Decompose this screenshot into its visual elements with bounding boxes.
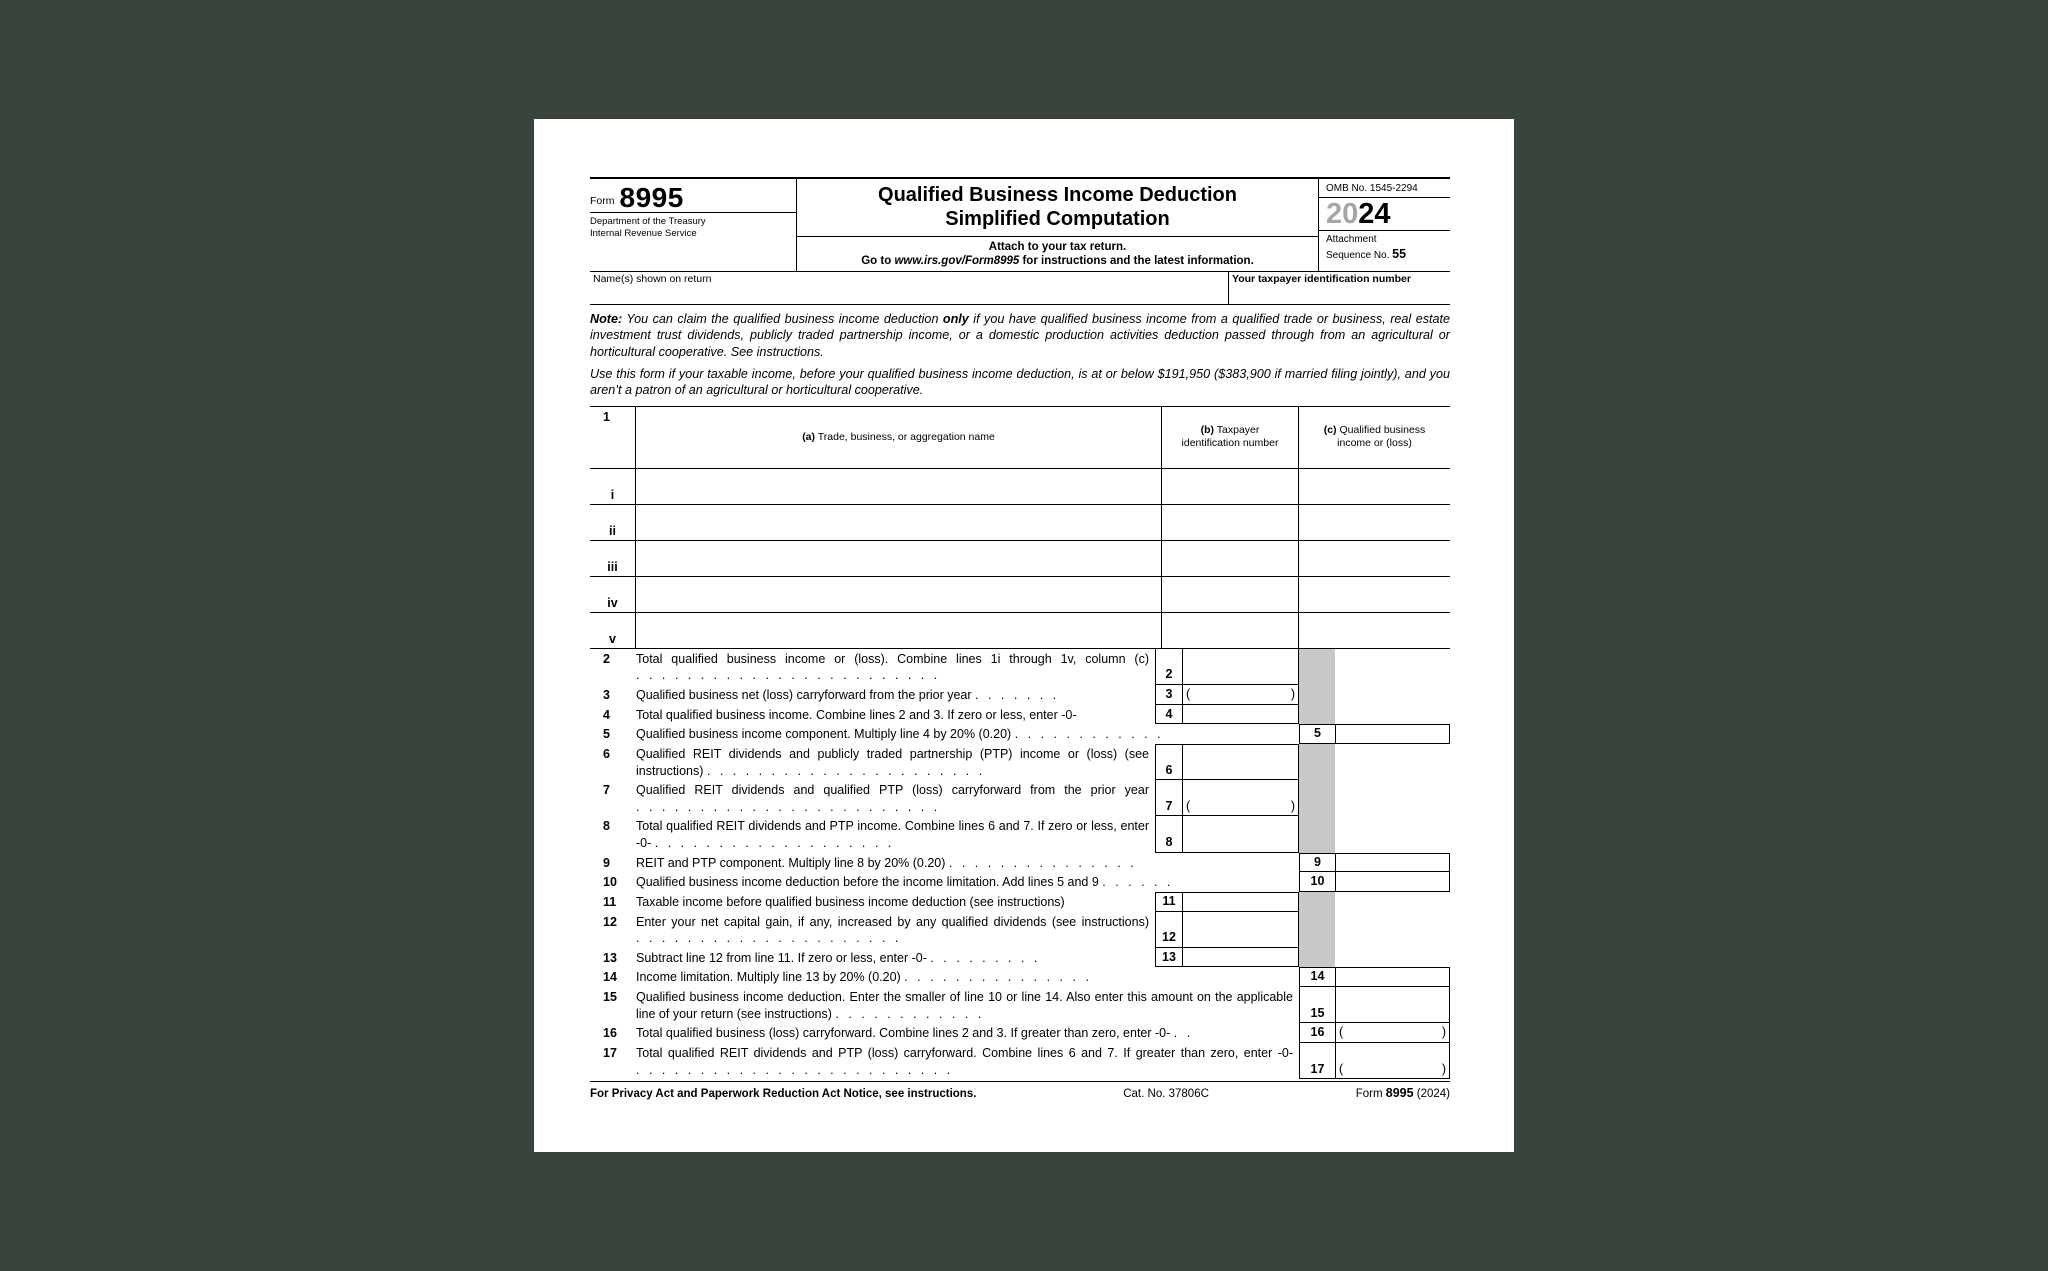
- line-3-amount-field[interactable]: [1182, 685, 1299, 705]
- form-word-label: Form: [590, 195, 615, 208]
- line-6-number: 6: [603, 746, 610, 761]
- line-10-amount-field[interactable]: [1335, 872, 1450, 892]
- shaded-cell: [1299, 685, 1335, 705]
- line-8-text: Total qualified REIT dividends and PTP income. Combine lines 6 and 7. If zero or less, enter -0- . . . . . . . . . . . . . . . . . . .: [636, 819, 1149, 851]
- shaded-cell: [1299, 948, 1335, 968]
- row-iii-tin-cell[interactable]: [1162, 541, 1299, 577]
- computation-lines: [590, 649, 1450, 1079]
- row-v-income-cell[interactable]: [1299, 613, 1450, 649]
- dot-leader: . . . . . . . . . . . . . . . . . . .: [654, 836, 895, 851]
- blank-cell: [1335, 780, 1450, 816]
- form-header: [590, 177, 1450, 272]
- privacy-act-notice: For Privacy Act and Paperwork Reduction Act Notice, see instructions.: [590, 1088, 977, 1101]
- line-4-text: Total qualified business income. Combine lines 2 and 3. If zero or less, enter -0-: [636, 707, 1077, 722]
- dot-leader: . . . . . . . . . . . . . . .: [948, 855, 1137, 870]
- open-paren: (: [1186, 798, 1191, 813]
- agency-line-1: Department of the Treasury: [590, 216, 706, 228]
- line-9-number: 9: [603, 855, 610, 870]
- open-paren: (: [1339, 1061, 1344, 1076]
- dot-leader: . . . . . . . . . . . . . . . . . . . . .: [636, 931, 902, 946]
- line-5-box-number: 5: [1299, 724, 1335, 744]
- row-iii-income-cell[interactable]: [1299, 541, 1450, 577]
- line-7-text: Qualified REIT dividends and qualified PTP (loss) carryforward from the prior year . . . . . . . . . . . . . . . . . . . . . . . .: [636, 783, 1149, 814]
- column-c-header: (c) Qualified business income or (loss): [1299, 407, 1450, 469]
- form-line-6: [590, 744, 1450, 780]
- note-paragraph: Note: You can claim the qualified business income deduction only if you have qualified business income from a qualified trade or business, real estate investment trust dividends, publicly traded partnership income, or a domestic production activities deduction passed through from an agricultural or horticultural cooperative. See instructions.: [590, 311, 1450, 359]
- close-paren: ): [1441, 1061, 1446, 1076]
- form-line-7: [590, 780, 1450, 816]
- row-ii-income-cell[interactable]: [1299, 505, 1450, 541]
- line-2-number: 2: [603, 651, 610, 666]
- shaded-cell: [1299, 649, 1335, 685]
- line-7-box-number: 7: [1155, 780, 1182, 816]
- line-7-amount-field[interactable]: [1182, 780, 1299, 816]
- form-line-14: [590, 967, 1450, 987]
- blank-cell: [1335, 912, 1450, 948]
- line-2-box-number: 2: [1155, 649, 1182, 685]
- shaded-cell: [1299, 780, 1335, 816]
- line-12-text: Enter your net capital gain, if any, increased by any qualified dividends (see instructions) . . . . . . . . . . . . . . . . . . . . .: [636, 914, 1149, 946]
- line-12-amount-field[interactable]: [1182, 912, 1299, 948]
- row-i-income-cell[interactable]: [1299, 469, 1450, 505]
- goto-instruction: Go to www.irs.gov/Form8995 for instructions and the latest information.: [861, 254, 1254, 267]
- form-identifier: [590, 179, 796, 213]
- form-page: [534, 119, 1514, 1152]
- form-line-15: [590, 987, 1450, 1023]
- dot-leader: . . . . . . .: [975, 688, 1060, 703]
- line-9-box-number: 9: [1299, 853, 1335, 873]
- line-3-box-number: 3: [1155, 685, 1182, 705]
- row-i-tin-cell[interactable]: [1162, 469, 1299, 505]
- line-15-amount-field[interactable]: [1335, 987, 1450, 1023]
- line-5-amount-field[interactable]: [1335, 724, 1450, 744]
- form-title: [803, 183, 1312, 232]
- form-line-4: [590, 705, 1450, 725]
- line-8-number: 8: [603, 819, 610, 834]
- dot-leader: . . . . . . . . . . . . . . . . . . . . . .: [706, 763, 986, 778]
- line-17-number: 17: [603, 1045, 617, 1060]
- open-paren: (: [1339, 1025, 1344, 1040]
- title-divider: [797, 236, 1318, 237]
- shaded-cell: [1299, 892, 1335, 912]
- line-6-text: Qualified REIT dividends and publicly traded partnership (PTP) income or (loss) (see instructions) . . . . . . . . . . . . . . . . . . . . . .: [636, 746, 1149, 778]
- line-13-number: 13: [603, 950, 617, 965]
- dot-leader: . .: [1173, 1026, 1194, 1041]
- form-line-2: [590, 649, 1450, 685]
- blank-cell: [1335, 649, 1450, 685]
- row-ii-label: ii: [590, 505, 636, 541]
- dot-leader: . . . . . . . . .: [930, 950, 1041, 965]
- line-16-number: 16: [603, 1026, 617, 1041]
- catalog-number: Cat. No. 37806C: [1123, 1088, 1209, 1101]
- row-iv-label: iv: [590, 577, 636, 613]
- tin-label: Your taxpayer identification number: [1232, 272, 1411, 285]
- form-footer: [590, 1081, 1450, 1100]
- row-v-name-cell[interactable]: [636, 613, 1162, 649]
- line-5-text: Qualified business income component. Multiply line 4 by 20% (0.20) . . . . . . . . . . . .: [636, 727, 1164, 742]
- name-input[interactable]: [593, 285, 1225, 300]
- dot-leader: . . . . . . . . . . . . . . .: [904, 970, 1092, 985]
- sequence-number: 55: [1392, 247, 1407, 261]
- shaded-cell: [1299, 744, 1335, 780]
- line-2-text: Total qualified business income or (loss). Combine lines 1i through 1v, column (c) . . . . . . . . . . . . . . . . . . . . . . . .: [636, 651, 1149, 683]
- row-v-tin-cell[interactable]: [1162, 613, 1299, 649]
- agency-line-2: Internal Revenue Service: [590, 228, 697, 240]
- line1-table: [590, 406, 1450, 649]
- close-paren: ): [1290, 798, 1295, 813]
- dot-leader: . . . . . . . . . . . .: [835, 1006, 985, 1021]
- dot-leader: . . . . . .: [1102, 875, 1174, 890]
- line-9-text: REIT and PTP component. Multiply line 8 by 20% (0.20) . . . . . . . . . . . . . . .: [636, 855, 1137, 870]
- dot-leader: . . . . . . . . . . . . . . . . . . . . . . . .: [636, 668, 941, 683]
- tax-year-prefix: 20: [1326, 198, 1359, 230]
- blank-cell: [1335, 685, 1450, 705]
- income-threshold-paragraph: Use this form if your taxable income, before your qualified business income deduction, is at or below $191,950 ($383,900 if married filing jointly), and you aren’t a patron of an agricultural or horticultural cooperative.: [590, 366, 1450, 398]
- line-3-text: Qualified business net (loss) carryforward from the prior year . . . . . . .: [636, 688, 1060, 703]
- line-15-number: 15: [603, 990, 617, 1005]
- form-line-17: [590, 1043, 1450, 1079]
- name-label: Name(s) shown on return: [593, 272, 712, 285]
- dot-leader: . . . . . . . . . . . .: [1014, 727, 1164, 742]
- line-13-amount-field[interactable]: [1182, 948, 1299, 968]
- form-number: 8995: [619, 182, 684, 213]
- tin-field-cell: [1229, 272, 1450, 304]
- line-7-number: 7: [603, 783, 610, 798]
- line-16-box-number: 16: [1299, 1023, 1335, 1043]
- note-label: Note:: [590, 311, 623, 326]
- line-6-amount-field[interactable]: [1182, 744, 1299, 780]
- form-line-16: [590, 1023, 1450, 1043]
- line-10-number: 10: [603, 875, 617, 890]
- form-header-left: [590, 179, 797, 271]
- line-15-text: Qualified business income deduction. Enter the smaller of line 10 or line 14. Also enter this amount on the applicable line of your return (see instructions) . . . . . . . . . . . .: [636, 990, 1293, 1021]
- omb-number: OMB No. 1545-2294: [1319, 179, 1450, 198]
- line-16-amount-field[interactable]: [1335, 1023, 1450, 1043]
- line1-number: 1: [590, 407, 636, 469]
- line-15-box-number: 15: [1299, 987, 1335, 1023]
- shaded-cell: [1299, 705, 1335, 725]
- row-i-name-cell[interactable]: [636, 469, 1162, 505]
- agency-label: [590, 213, 796, 242]
- line-14-number: 14: [603, 970, 617, 985]
- form-line-9: [590, 853, 1450, 873]
- row-ii-tin-cell[interactable]: [1162, 505, 1299, 541]
- tax-year-suffix: 24: [1358, 198, 1391, 230]
- line-12-number: 12: [603, 914, 617, 929]
- line-14-box-number: 14: [1299, 967, 1335, 987]
- open-paren: (: [1186, 687, 1191, 702]
- line-4-number: 4: [603, 707, 610, 722]
- line-5-number: 5: [603, 727, 610, 742]
- line-17-box-number: 17: [1299, 1043, 1335, 1079]
- row-i-label: i: [590, 469, 636, 505]
- line-8-box-number: 8: [1155, 816, 1182, 852]
- row-ii-name-cell[interactable]: [636, 505, 1162, 541]
- attach-instruction: Attach to your tax return.: [988, 240, 1127, 253]
- blank-cell: [1335, 948, 1450, 968]
- line-11-number: 11: [603, 894, 617, 909]
- form-title-line-1: Qualified Business Income Deduction: [878, 184, 1237, 206]
- line-3-number: 3: [603, 688, 610, 703]
- form-line-8: [590, 816, 1450, 852]
- line-2-amount-field[interactable]: [1182, 649, 1299, 685]
- line-6-box-number: 6: [1155, 744, 1182, 780]
- form-line-3: [590, 685, 1450, 705]
- line-13-box-number: 13: [1155, 948, 1182, 968]
- form-header-right: [1319, 179, 1450, 271]
- line-14-text: Income limitation. Multiply line 13 by 20% (0.20) . . . . . . . . . . . . . . .: [636, 970, 1092, 985]
- line-9-amount-field[interactable]: [1335, 853, 1450, 873]
- blank-cell: [1335, 816, 1450, 852]
- line-10-box-number: 10: [1299, 872, 1335, 892]
- form-line-12: [590, 912, 1450, 948]
- row-iv-tin-cell[interactable]: [1162, 577, 1299, 613]
- dot-leader: . . . . . . . . . . . . . . . . . . . . . . . . .: [636, 1062, 954, 1077]
- form-line-13: [590, 948, 1450, 968]
- line-11-box-number: 11: [1155, 892, 1182, 912]
- name-field-cell: [590, 272, 1229, 304]
- line-11-amount-field[interactable]: [1182, 892, 1299, 912]
- line-12-box-number: 12: [1155, 912, 1182, 948]
- taxpayer-identity-row: [590, 272, 1450, 305]
- row-iii-label: iii: [590, 541, 636, 577]
- form-header-center: [797, 179, 1319, 271]
- row-iii-name-cell[interactable]: [636, 541, 1162, 577]
- line-16-text: Total qualified business (loss) carryforward. Combine lines 2 and 3. If greater than zero, enter -0- . .: [636, 1026, 1194, 1041]
- irs-url-link[interactable]: www.irs.gov/Form8995: [894, 254, 1020, 267]
- dot-leader: . . . . . . . . . . . . . . . . . . . . . . . .: [636, 799, 941, 814]
- blank-cell: [1335, 892, 1450, 912]
- attachment-sequence: Attachment Sequence No. 55: [1326, 234, 1407, 261]
- close-paren: ): [1290, 687, 1295, 702]
- line-17-amount-field[interactable]: [1335, 1043, 1450, 1079]
- line-17-text: Total qualified REIT dividends and PTP (loss) carryforward. Combine lines 6 and 7. If greater than zero, enter -0- . . . . . . . . . . . . . . . . . . . . . . . . .: [636, 1045, 1293, 1077]
- form-line-5: [590, 724, 1450, 744]
- form-footer-id: Form 8995 (2024): [1355, 1086, 1450, 1101]
- column-a-header: (a) Trade, business, or aggregation name: [636, 407, 1162, 469]
- line-11-text: Taxable income before qualified business income deduction (see instructions): [636, 894, 1065, 909]
- form-title-line-2: Simplified Computation: [945, 208, 1170, 231]
- column-b-header: (b) Taxpayer identification number: [1162, 407, 1299, 469]
- line-13-text: Subtract line 12 from line 11. If zero or less, enter -0- . . . . . . . . .: [636, 950, 1041, 965]
- blank-cell: [1335, 744, 1450, 780]
- form-line-11: [590, 892, 1450, 912]
- row-iv-income-cell[interactable]: [1299, 577, 1450, 613]
- close-paren: ): [1441, 1025, 1446, 1040]
- shaded-cell: [1299, 912, 1335, 948]
- row-v-label: v: [590, 613, 636, 649]
- row-iv-name-cell[interactable]: [636, 577, 1162, 613]
- tax-year: [1319, 198, 1450, 231]
- blank-cell: [1335, 705, 1450, 725]
- form-line-10: [590, 872, 1450, 892]
- line-8-amount-field[interactable]: [1182, 816, 1299, 852]
- tin-input[interactable]: [1232, 285, 1447, 300]
- line-14-amount-field[interactable]: [1335, 967, 1450, 987]
- line-4-amount-field[interactable]: [1182, 705, 1299, 725]
- line-4-box-number: 4: [1155, 705, 1182, 725]
- line-10-text: Qualified business income deduction before the income limitation. Add lines 5 and 9 . . . . . .: [636, 875, 1174, 890]
- shaded-cell: [1299, 816, 1335, 852]
